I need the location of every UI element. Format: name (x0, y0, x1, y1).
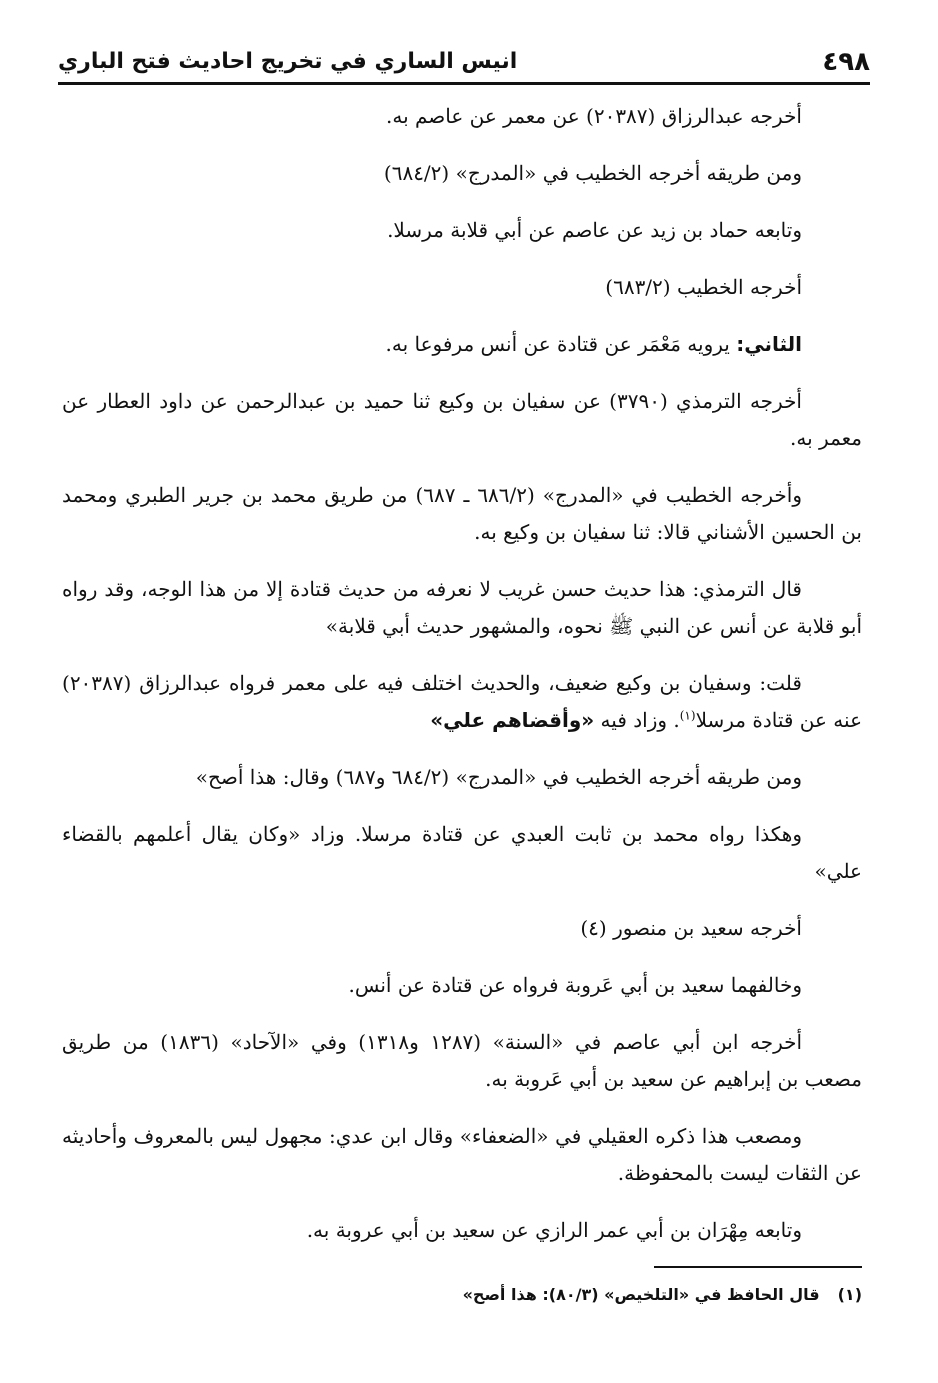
paragraph-text: أخرجه عبدالرزاق (٢٠٣٨٧) عن معمر عن عاصم به. (385, 104, 802, 128)
page-header (58, 38, 870, 78)
paragraph-text: يرويه مَعْمَر عن قتادة عن أنس مرفوعا به. (385, 332, 737, 356)
running-title: انيس الساري في تخريج احاديث فتح الباري (58, 49, 518, 74)
paragraph-text: وأخرجه الخطيب في «المدرج» (٦٨٦/٢ ـ ٦٨٧) من طريق محمد بن جرير الطبري ومحمد بن الحسين الأشناني قالا: ثنا سفيان بن وكيع به. (62, 483, 862, 544)
paragraph-text: أخرجه سعيد بن منصور (٤) (580, 916, 802, 940)
footnote-marker: (١) (837, 1285, 862, 1304)
paragraph (62, 98, 862, 135)
paragraph (62, 967, 862, 1004)
paragraph (62, 1024, 862, 1098)
footnote-rule (654, 1266, 862, 1268)
footnote (76, 1282, 862, 1308)
paragraph-text: قلت: وسفيان بن وكيع ضعيف، والحديث اختلف فيه على معمر فرواه عبدالرزاق (٢٠٣٨٧) عنه عن قتادة مرسلا (62, 671, 862, 732)
paragraph-text: ومصعب هذا ذكره العقيلي في «الضعفاء» وقال ابن عدي: مجهول ليس بالمعروف وأحاديثه عن الثقات ليست بالمحفوظة. (62, 1124, 862, 1185)
paragraph (62, 910, 862, 947)
header-rule (58, 82, 870, 85)
paragraph-text: وخالفهما سعيد بن أبي عَروبة فرواه عن قتادة عن أنس. (348, 973, 802, 997)
paragraph (62, 1212, 862, 1249)
paragraph (62, 665, 862, 739)
paragraph (62, 816, 862, 890)
paragraph-text: ومن طريقه أخرجه الخطيب في «المدرج» (٦٨٤/٢ و٦٨٧) وقال: هذا أصح» (195, 765, 802, 789)
paragraph-text: وهكذا رواه محمد بن ثابت العبدي عن قتادة مرسلا. وزاد «وكان يقال أعلمهم بالقضاء علي» (62, 822, 862, 883)
paragraph (62, 269, 862, 306)
paragraph-text: أخرجه الخطيب (٦٨٣/٢) (605, 275, 802, 299)
page-number: ٤٩٨ (822, 47, 870, 77)
paragraph (62, 477, 862, 551)
paragraph-text: أخرجه ابن أبي عاصم في «السنة» (١٢٨٧ و١٣١٨) وفي «الآحاد» (١٨٣٦) من طريق مصعب بن إبراهيم عن سعيد بن أبي عَروبة به. (62, 1030, 862, 1091)
paragraph (62, 326, 862, 363)
footnote-ref[interactable]: (١) (679, 708, 696, 723)
paragraph (62, 1118, 862, 1192)
paragraph (62, 759, 862, 796)
paragraph (62, 212, 862, 249)
paragraph-text: . وزاد فيه (594, 708, 680, 732)
paragraph-text: ومن طريقه أخرجه الخطيب في «المدرج» (٦٨٤/٢) (383, 161, 802, 185)
main-text (62, 98, 862, 1269)
paragraph (62, 571, 862, 645)
paragraph-text: وتابعه مِهْرَان بن أبي عمر الرازي عن سعيد بن أبي عروبة به. (306, 1218, 802, 1242)
paragraph-text: قال الترمذي: هذا حديث حسن غريب لا نعرفه من حديث قتادة إلا من هذا الوجه، وقد رواه أبو قلابة عن أنس عن النبي ﷺ نحوه، والمشهور حديث أبي قلابة» (62, 577, 862, 638)
paragraph-bold-quote: «وأقضاهم علي» (430, 708, 595, 732)
paragraph-text: أخرجه الترمذي (٣٧٩٠) عن سفيان بن وكيع ثنا حميد بن عبدالرحمن عن داود العطار عن معمر به. (62, 389, 862, 450)
paragraph (62, 383, 862, 457)
paragraph-lead: الثاني: (736, 332, 802, 356)
paragraph-text: وتابعه حماد بن زيد عن عاصم عن أبي قلابة مرسلا. (387, 218, 802, 242)
footnote-text: قال الحافظ في «التلخيص» (٨٠/٣): هذا أصح» (462, 1285, 820, 1304)
paragraph (62, 155, 862, 192)
